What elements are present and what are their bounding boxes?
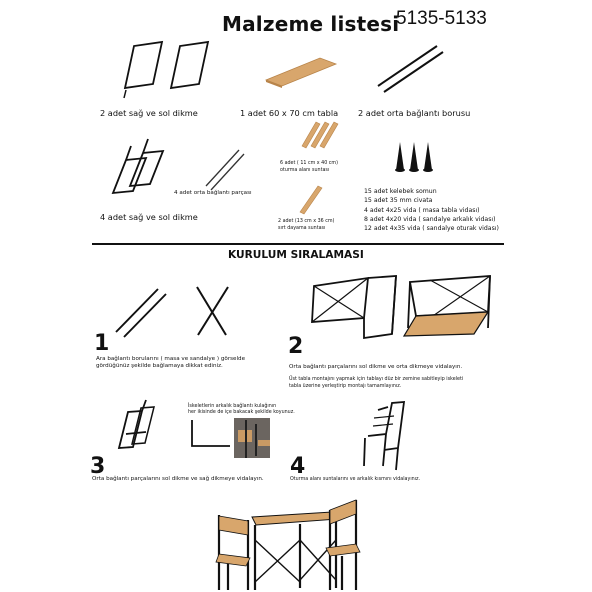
step3-photo [234,418,270,458]
material-seat-slats-name: oturma alanı suntası [280,168,330,173]
step2-text-line1: Orta bağlantı parçalarını sol dikme ve orta dikmeye vidalayın. [289,364,463,370]
hardware-list [364,187,499,233]
step3-note-line1: İskeletlerin arkalık bağlantı kulağının [188,404,277,409]
hardware-item: 15 adet kelebek somun [364,188,437,195]
final-set-illustration [216,500,360,590]
material-side-legs: 2 adet sağ ve sol dikme [100,108,198,118]
step1-x-illustration [197,287,228,335]
seat-slats-illustration [302,122,338,148]
step3-bracket-detail [192,420,230,446]
back-slat-illustration [300,186,322,214]
step4-text: Oturma alanı suntalarını ve arkalık kısmını vidalayınız. [290,477,421,482]
step4-number: 4 [290,454,306,479]
material-back-slats-name: sırt dayama suntası [278,226,326,231]
step2-table-top [404,312,488,336]
product-code: 5135-5133 [396,8,487,29]
step3-text: Orta bağlantı parçalarını sol dikme ve sağ dikmeye vidalayın. [92,476,264,482]
connector-part-illustration [206,150,244,190]
step4-frame [364,402,404,470]
step1-text-line1: Ara bağlantı borularını ( masa ve sandalye ) görselde [96,356,246,362]
hardware-item: 12 adet 4x35 vida ( sandalye oturak vidası) [364,225,499,233]
step2-text-line2: Üst tabla montajını yapmak için tablayı düz bir zemine sabitleyip iskeleti [289,377,464,382]
step3-note-line2: her ikisinde de içe bakacak şekilde koyunuz. [188,410,295,415]
step2-number: 2 [288,334,304,359]
page-title: Malzeme listesi [222,12,400,36]
hardware-item: 15 adet 35 mm civata [364,197,433,205]
hardware-item: 4 adet 4x25 vida ( masa tabla vidası) [364,206,480,214]
step2-text-line3: tabla üzerine yerleştirip montajı tamamlayınız. [289,384,402,389]
material-table-top: 1 adet 60 x 70 cm tabla [240,108,339,118]
step1-pipes [116,289,166,337]
center-pipe-illustration [378,46,443,92]
table-top-illustration [266,58,336,86]
material-seat-slats-size: 6 adet ( 11 cm x 40 cm) [280,161,338,166]
step1-number: 1 [94,331,110,356]
material-chair-legs: 4 adet sağ ve sol dikme [100,212,198,222]
step1-text-line2: gördüğünüz şekilde bağlamaya dikkat ediniz. [96,363,223,369]
step3-number: 3 [90,454,106,479]
bolts-illustration [395,142,433,172]
side-leg-left-illustration [125,42,162,88]
material-back-slats-size: 2 adet (13 cm x 36 cm) [278,219,335,224]
side-leg-right-illustration [171,42,208,88]
material-connector-parts: 4 adet orta bağlantı parçası [174,190,252,196]
section-divider [92,243,504,245]
assembly-title: KURULUM SIRALAMASI [228,249,364,261]
hardware-item: 8 adet 4x20 vida ( sandalye arkalık vidası) [364,215,496,223]
material-center-pipe: 2 adet orta bağlantı borusu [358,108,471,118]
